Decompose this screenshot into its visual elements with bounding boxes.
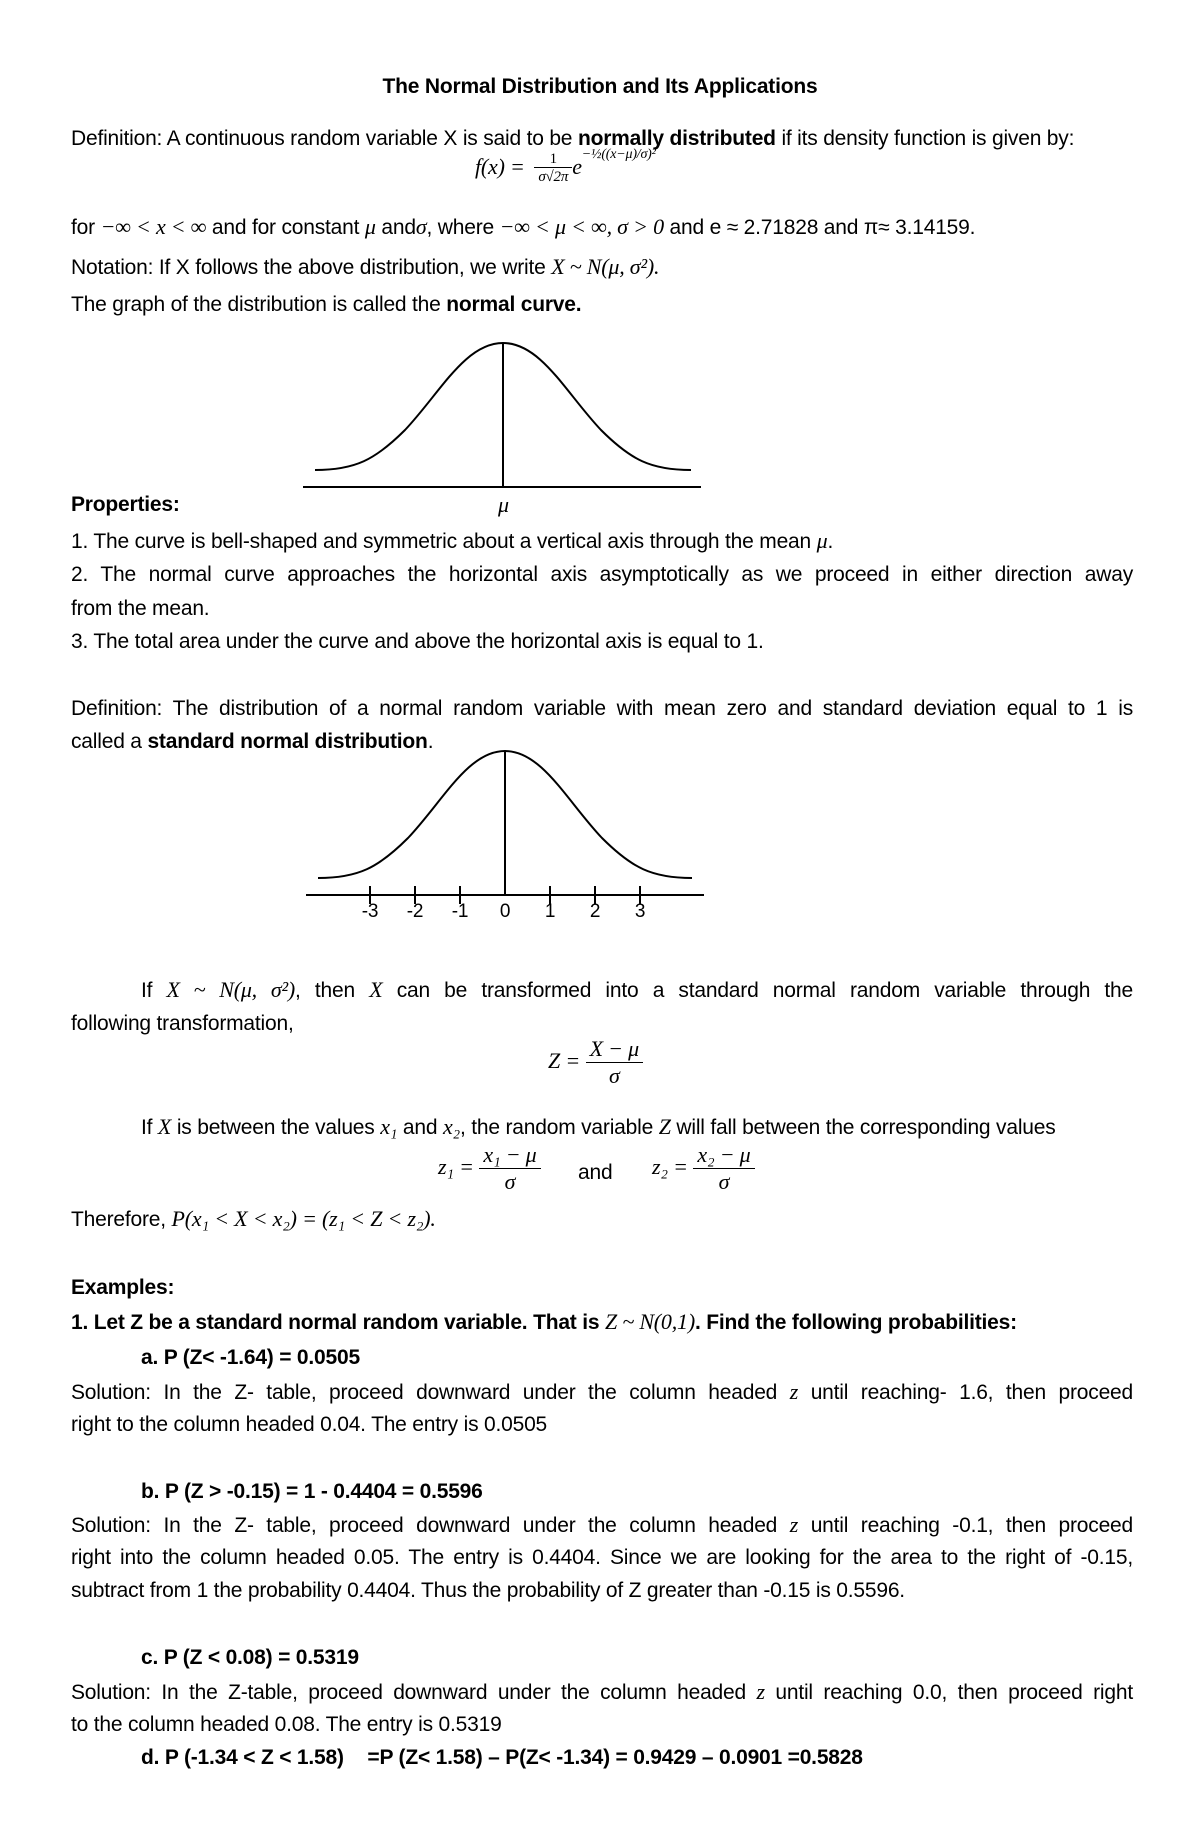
- transform-line-1: If X ~ N(μ, σ²), then X can be transformed into a standard normal random variable through the: [141, 977, 1134, 1002]
- tick-label-3: 3: [634, 901, 646, 922]
- transform-line-2: following transformation,: [71, 1012, 294, 1035]
- density-fraction: $\frac{1}{\sigma√2\pi}$: [534, 151, 572, 186]
- density-formula: f(x) = $\frac{1}{\sigma√2\pi}$ $e^{-\frac{1}{2}((x-\mu)/\sigma)^2}$: [475, 147, 656, 185]
- properties-heading: Properties:: [71, 493, 180, 516]
- definition-2-line-2: called a standard normal distribution.: [71, 730, 434, 753]
- property-2-line-1: 2. The normal curve approaches the horizontal axis asymptotically as we proceed in either direction away: [71, 563, 1133, 586]
- example-c-solution-2: to the column headed 0.08. The entry is 0.5319: [71, 1713, 502, 1736]
- domain-line: for −∞ < x < ∞ and for constant μ andσ, where −∞ < μ < ∞, σ > 0 and e ≈ 2.71828 and π≈ 3.14159.: [71, 214, 976, 239]
- tick-label--3: -3: [361, 901, 379, 922]
- normal-curve-figure: [295, 335, 715, 515]
- tick-label--2: -2: [406, 901, 424, 922]
- graph-intro: The graph of the distribution is called the normal curve.: [71, 293, 582, 316]
- page-title: The Normal Distribution and Its Applications: [382, 75, 818, 98]
- example-b-solution-2: right into the column headed 0.05. The entry is 0.4404. Since we are looking for the area to the right of -0.15,: [71, 1546, 1133, 1569]
- example-b-solution-1: Solution: In the Z- table, proceed downward under the column headed z until reaching -0.1, then proceed: [71, 1512, 1134, 1537]
- therefore-line: Therefore, P(x₁ < X < x₂) = (z₁ < Z < z₂).: [71, 1206, 436, 1231]
- definition-1: Definition: A continuous random variable X is said to be normally distributed if its density function is given by:: [71, 127, 1075, 150]
- property-1: 1. The curve is bell-shaped and symmetric about a vertical axis through the mean μ.: [71, 528, 834, 553]
- example-c-heading: c. P (Z < 0.08) = 0.5319: [141, 1646, 359, 1669]
- definition-2-line-1: Definition: The distribution of a normal random variable with mean zero and standard deviation equal to 1 is: [71, 697, 1133, 720]
- property-2-line-2: from the mean.: [71, 597, 210, 620]
- tick-label--1: -1: [451, 901, 469, 922]
- example-a-heading: a. P (Z< -1.64) = 0.0505: [141, 1346, 360, 1369]
- tick-label-2: 2: [589, 901, 601, 922]
- tick-labels: [362, 901, 645, 922]
- property-3: 3. The total area under the curve and above the horizontal axis is equal to 1.: [71, 630, 764, 653]
- notation-line: Notation: If X follows the above distribution, we write X ~ N(μ, σ²).: [71, 254, 660, 279]
- mean-label: μ: [498, 492, 509, 517]
- example-b-heading: b. P (Z > -0.15) = 1 - 0.4404 = 0.5596: [141, 1480, 483, 1503]
- z2-equation: z₂ = $\frac{\text{x₂ − μ}}{\sigma}$: [652, 1142, 755, 1195]
- between-line: If X is between the values x₁ and x₂, the random variable Z will fall between the corresponding values: [141, 1114, 1056, 1139]
- tick-label-0: 0: [499, 901, 511, 922]
- example-d-heading: d. P (-1.34 < Z < 1.58) =P (Z< 1.58) – P(Z< -1.34) = 0.9429 – 0.0901 =0.5828: [141, 1746, 863, 1769]
- z-transformation: Z = $\frac{X - \mu}{\sigma}$: [548, 1036, 643, 1089]
- tick-label-1: 1: [544, 901, 556, 922]
- standard-normal-figure: [298, 745, 718, 925]
- examples-heading: Examples:: [71, 1276, 175, 1299]
- z-equations-and: and: [578, 1161, 613, 1184]
- z1-equation: z₁ = $\frac{\text{x₁ − μ}}{\sigma}$: [438, 1142, 541, 1195]
- example-c-solution-1: Solution: In the Z-table, proceed downward under the column headed z until reaching 0.0, then proceed right: [71, 1679, 1133, 1704]
- example-a-solution-1: Solution: In the Z- table, proceed downward under the column headed z until reaching- 1.6, then proceed: [71, 1379, 1134, 1404]
- example-b-solution-3: subtract from 1 the probability 0.4404. Thus the probability of Z greater than -0.15 is 0.5596.: [71, 1579, 905, 1602]
- example-a-solution-2: right to the column headed 0.04. The entry is 0.0505: [71, 1413, 548, 1436]
- example-1-question: 1. Let Z be a standard normal random variable. That is Z ~ N(0,1). Find the following probabilities:: [71, 1309, 1017, 1334]
